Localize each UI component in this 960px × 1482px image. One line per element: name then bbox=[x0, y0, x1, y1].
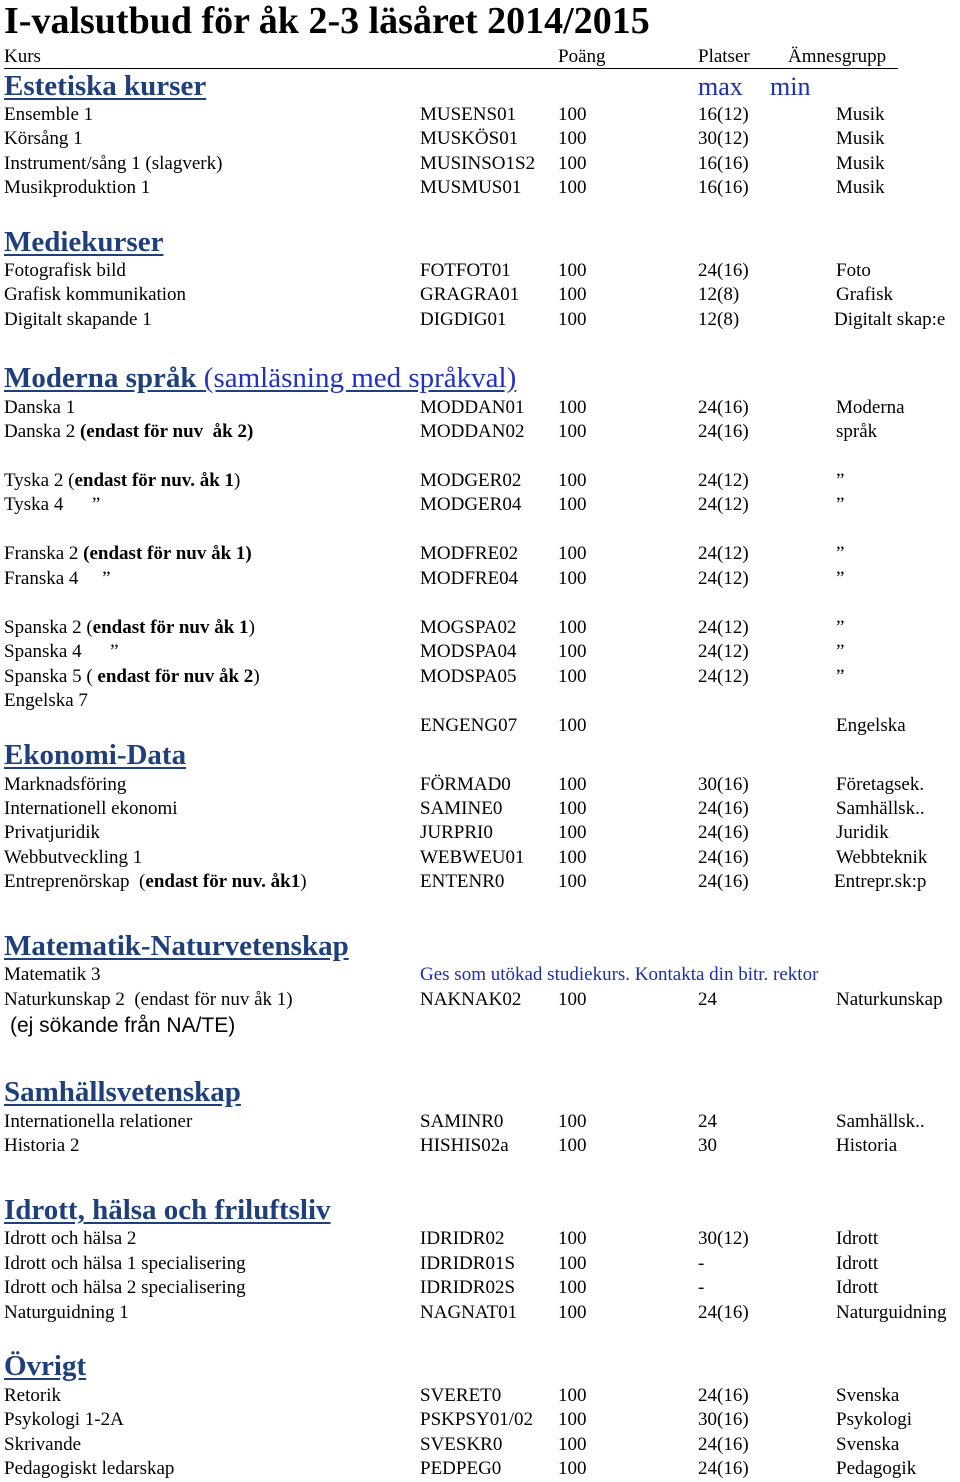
course-group: Musik bbox=[836, 128, 885, 149]
course-row bbox=[0, 309, 960, 333]
course-group: Företagsek. bbox=[836, 774, 925, 795]
course-code: MOGSPA02 bbox=[420, 617, 517, 638]
section-heading-samhalle: Samhällsvetenskap bbox=[4, 1076, 241, 1108]
section-heading-moderna-main: Moderna språk bbox=[4, 362, 197, 394]
course-code: SVESKR0 bbox=[420, 1434, 503, 1455]
course-name: Psykologi 1-2A bbox=[4, 1409, 124, 1430]
course-places: 30(12) bbox=[698, 128, 749, 149]
course-points: 100 bbox=[558, 494, 587, 515]
section-heading-ovrigt: Övrigt bbox=[4, 1350, 87, 1382]
course-row bbox=[0, 104, 960, 128]
course-places: 24(16) bbox=[698, 1302, 749, 1323]
course-places: 30(16) bbox=[698, 774, 749, 795]
course-points: 100 bbox=[558, 1135, 587, 1156]
course-group: Entrepr.sk:p bbox=[834, 871, 927, 892]
section-heading-moderna-extra: (samläsning med språkval) bbox=[203, 362, 517, 394]
course-name: Idrott och hälsa 1 specialisering bbox=[4, 1253, 246, 1274]
course-group: Juridik bbox=[836, 822, 889, 843]
course-code: SAMINE0 bbox=[420, 798, 503, 819]
course-places: 24(12) bbox=[698, 666, 749, 687]
course-name: Engelska 7 bbox=[4, 690, 88, 711]
course-points: 100 bbox=[558, 1434, 587, 1455]
course-code: NAGNAT01 bbox=[420, 1302, 518, 1323]
course-places: - bbox=[698, 1253, 705, 1274]
course-code: MUSENS01 bbox=[420, 104, 517, 125]
course-row bbox=[0, 1228, 960, 1252]
course-group: Musik bbox=[836, 177, 885, 198]
course-group: ” bbox=[836, 641, 845, 662]
course-name: Digitalt skapande 1 bbox=[4, 309, 152, 330]
course-row bbox=[0, 1277, 960, 1301]
course-places: 24(12) bbox=[698, 617, 749, 638]
course-name-tail: ) bbox=[300, 871, 307, 892]
course-points: 100 bbox=[558, 260, 587, 281]
course-row bbox=[0, 989, 960, 1013]
course-group: Idrott bbox=[836, 1253, 879, 1274]
course-points: 100 bbox=[558, 309, 587, 330]
course-name-text: Entreprenörskap ( bbox=[4, 871, 146, 892]
course-group: ” bbox=[836, 666, 845, 687]
course-places: 24(16) bbox=[698, 1458, 749, 1479]
course-group: Idrott bbox=[836, 1228, 879, 1249]
course-code: SAMINR0 bbox=[420, 1111, 504, 1132]
header-amnesgrupp: Ämnesgrupp bbox=[788, 46, 887, 67]
course-name: Ensemble 1 bbox=[4, 104, 94, 125]
course-group: ” bbox=[836, 494, 845, 515]
course-code: NAKNAK02 bbox=[420, 989, 522, 1010]
course-points: 100 bbox=[558, 1253, 587, 1274]
course-name-restriction: endast för nuv åk 1 bbox=[92, 617, 249, 638]
course-code: IDRIDR01S bbox=[420, 1253, 516, 1274]
course-row bbox=[0, 260, 960, 284]
course-name-restriction: (endast för nuv åk 1) bbox=[83, 543, 252, 564]
header-platser: Platser bbox=[698, 46, 750, 67]
course-group: ” bbox=[836, 568, 845, 589]
course-name: Instrument/sång 1 (slagverk) bbox=[4, 153, 223, 174]
course-points: 100 bbox=[558, 798, 587, 819]
course-places: 24 bbox=[698, 989, 717, 1010]
course-code: JURPRI0 bbox=[420, 822, 493, 843]
course-points: 100 bbox=[558, 397, 587, 418]
course-group: ” bbox=[836, 470, 845, 491]
course-places: 24(16) bbox=[698, 822, 749, 843]
course-name: Internationella relationer bbox=[4, 1111, 193, 1132]
course-code: MODFRE04 bbox=[420, 568, 519, 589]
course-places: 24(12) bbox=[698, 494, 749, 515]
course-row bbox=[0, 543, 960, 567]
course-places: 16(16) bbox=[698, 153, 749, 174]
course-points: 100 bbox=[558, 1302, 587, 1323]
course-code: MODSPA05 bbox=[420, 666, 517, 687]
course-code: MODSPA04 bbox=[420, 641, 517, 662]
course-name-text: Danska 2 bbox=[4, 421, 80, 442]
course-points: 100 bbox=[558, 177, 587, 198]
course-places: 24 bbox=[698, 1111, 717, 1132]
course-name: Marknadsföring bbox=[4, 774, 127, 795]
course-name bbox=[4, 617, 255, 639]
course-code: PEDPEG0 bbox=[420, 1458, 502, 1479]
course-code: MODFRE02 bbox=[420, 543, 519, 564]
course-points: 100 bbox=[558, 104, 587, 125]
course-code: ENGENG07 bbox=[420, 715, 518, 736]
course-group: Engelska bbox=[836, 715, 906, 736]
course-code: IDRIDR02 bbox=[420, 1228, 505, 1249]
course-points: 100 bbox=[558, 1111, 587, 1132]
course-group: Samhällsk.. bbox=[836, 798, 925, 819]
course-code: HISHIS02a bbox=[420, 1135, 509, 1156]
course-name: Skrivande bbox=[4, 1434, 82, 1455]
course-name bbox=[4, 421, 253, 443]
column-header bbox=[4, 46, 898, 69]
course-points: 100 bbox=[558, 822, 587, 843]
course-name bbox=[4, 397, 75, 419]
course-places: 30 bbox=[698, 1135, 717, 1156]
course-places: 24(16) bbox=[698, 397, 749, 418]
course-name-text: Franska 2 bbox=[4, 543, 84, 564]
course-code: SVERET0 bbox=[420, 1385, 502, 1406]
course-group: Naturguidning bbox=[836, 1302, 947, 1323]
course-name: Matematik 3 bbox=[4, 964, 101, 985]
course-code: ENTENR0 bbox=[420, 871, 505, 892]
course-code: MODGER04 bbox=[420, 494, 522, 515]
course-row bbox=[0, 470, 960, 494]
course-group: Moderna bbox=[836, 397, 905, 418]
course-places: - bbox=[698, 1277, 705, 1298]
course-name: Internationell ekonomi bbox=[4, 798, 178, 819]
course-code: DIGDIG01 bbox=[420, 309, 507, 330]
course-name bbox=[4, 871, 307, 893]
course-row bbox=[0, 177, 960, 201]
course-places: 24(16) bbox=[698, 1434, 749, 1455]
course-row bbox=[0, 1111, 960, 1135]
course-code: MUSKÖS01 bbox=[420, 128, 519, 149]
course-row bbox=[0, 641, 960, 665]
course-points: 100 bbox=[558, 568, 587, 589]
course-name: Körsång 1 bbox=[4, 128, 83, 149]
course-name: Idrott och hälsa 2 bbox=[4, 1228, 137, 1249]
course-group: Pedagogik bbox=[836, 1458, 917, 1479]
course-points: 100 bbox=[558, 641, 587, 662]
course-group: Naturkunskap bbox=[836, 989, 943, 1010]
course-name-tail: ) bbox=[248, 617, 255, 638]
course-name: Historia 2 bbox=[4, 1135, 80, 1156]
section-heading-estetiska: Estetiska kurser bbox=[4, 70, 207, 102]
course-row bbox=[0, 1385, 960, 1409]
course-places: 30(16) bbox=[698, 1409, 749, 1430]
course-places: 12(8) bbox=[698, 284, 740, 305]
course-group: Svenska bbox=[836, 1434, 900, 1455]
course-name bbox=[4, 470, 240, 492]
course-row bbox=[0, 1458, 960, 1482]
course-name: Naturguidning 1 bbox=[4, 1302, 129, 1323]
course-places: 24(16) bbox=[698, 421, 749, 442]
course-row bbox=[0, 153, 960, 177]
course-points: 100 bbox=[558, 617, 587, 638]
course-row bbox=[0, 774, 960, 798]
page-title: I-valsutbud för åk 2-3 läsåret 2014/2015 bbox=[4, 0, 650, 42]
course-places: 24(12) bbox=[698, 641, 749, 662]
course-code: MODGER02 bbox=[420, 470, 522, 491]
course-name: Grafisk kommunikation bbox=[4, 284, 187, 305]
course-row bbox=[0, 798, 960, 822]
section-heading-matnat: Matematik-Naturvetenskap bbox=[4, 930, 349, 962]
course-row bbox=[0, 1253, 960, 1277]
course-name: Pedagogiskt ledarskap bbox=[4, 1458, 175, 1479]
course-points: 100 bbox=[558, 715, 587, 736]
course-name-tail: ) bbox=[234, 470, 241, 491]
course-name-text: Spanska 2 ( bbox=[4, 617, 93, 638]
course-places: 24(16) bbox=[698, 798, 749, 819]
course-places: 24(16) bbox=[698, 260, 749, 281]
course-row bbox=[0, 568, 960, 592]
course-group: Digitalt skap:e bbox=[834, 309, 946, 330]
course-name: Tyska 4 ” bbox=[4, 494, 101, 515]
course-places: 24(16) bbox=[698, 871, 749, 892]
course-row bbox=[0, 421, 960, 445]
course-name: Fotografisk bild bbox=[4, 260, 126, 281]
course-points: 100 bbox=[558, 128, 587, 149]
course-row bbox=[0, 666, 960, 690]
course-name-tail: ) bbox=[253, 666, 260, 687]
course-points: 100 bbox=[558, 470, 587, 491]
course-row bbox=[0, 1409, 960, 1433]
course-points: 100 bbox=[558, 284, 587, 305]
course-group: Grafisk bbox=[836, 284, 893, 305]
course-group: Historia bbox=[836, 1135, 898, 1156]
course-code: PSKPSY01/02 bbox=[420, 1409, 533, 1430]
course-points: 100 bbox=[558, 1385, 587, 1406]
course-points: 100 bbox=[558, 1228, 587, 1249]
course-points: 100 bbox=[558, 153, 587, 174]
course-group: Musik bbox=[836, 153, 885, 174]
course-row bbox=[0, 617, 960, 641]
course-group: språk bbox=[836, 421, 878, 442]
min-label: min bbox=[770, 72, 811, 101]
course-name: Webbutveckling 1 bbox=[4, 847, 143, 868]
course-code: GRAGRA01 bbox=[420, 284, 520, 305]
course-code: IDRIDR02S bbox=[420, 1277, 516, 1298]
course-row bbox=[0, 1434, 960, 1458]
course-row bbox=[0, 1135, 960, 1159]
course-code: MODDAN01 bbox=[420, 397, 525, 418]
course-name-text: Danska 1 bbox=[4, 397, 76, 418]
course-points: 100 bbox=[558, 1458, 587, 1479]
course-points: 100 bbox=[558, 989, 587, 1010]
header-poang: Poäng bbox=[558, 46, 606, 67]
course-row bbox=[0, 964, 960, 988]
course-note: Ges som utökad studiekurs. Kontakta din bitr. rektor bbox=[420, 964, 819, 985]
section-heading-moderna bbox=[4, 362, 516, 395]
course-name: Spanska 4 ” bbox=[4, 641, 119, 662]
course-code: FÖRMAD0 bbox=[420, 774, 511, 795]
section-heading-media: Mediekurser bbox=[4, 226, 164, 258]
course-row bbox=[0, 1302, 960, 1326]
course-row bbox=[0, 715, 960, 739]
course-row bbox=[0, 690, 960, 714]
course-places: 24(12) bbox=[698, 568, 749, 589]
course-points: 100 bbox=[558, 666, 587, 687]
course-places: 24(16) bbox=[698, 1385, 749, 1406]
course-name-restriction: endast för nuv. åk 1 bbox=[74, 470, 235, 491]
course-places: 24(16) bbox=[698, 847, 749, 868]
max-label: max bbox=[698, 72, 743, 101]
course-code: FOTFOT01 bbox=[420, 260, 511, 281]
course-name bbox=[4, 543, 252, 565]
course-name-text: Tyska 2 ( bbox=[4, 470, 75, 491]
course-points: 100 bbox=[558, 543, 587, 564]
course-row bbox=[0, 822, 960, 846]
course-points: 100 bbox=[558, 1277, 587, 1298]
course-group: Webbteknik bbox=[836, 847, 928, 868]
course-places: 24(12) bbox=[698, 470, 749, 491]
header-kurs: Kurs bbox=[4, 46, 41, 67]
course-group: Psykologi bbox=[836, 1409, 913, 1430]
course-group: ” bbox=[836, 543, 845, 564]
course-extra-note: (ej sökande från NA/TE) bbox=[10, 1014, 236, 1037]
course-name: Retorik bbox=[4, 1385, 61, 1406]
course-name: Musikproduktion 1 bbox=[4, 177, 151, 198]
course-group: ” bbox=[836, 617, 845, 638]
course-points: 100 bbox=[558, 1409, 587, 1430]
course-name bbox=[4, 666, 260, 688]
course-points: 100 bbox=[558, 871, 587, 892]
course-group: Svenska bbox=[836, 1385, 900, 1406]
course-code: WEBWEU01 bbox=[420, 847, 525, 868]
course-points: 100 bbox=[558, 421, 587, 442]
course-places: 12(8) bbox=[698, 309, 740, 330]
course-code: MODDAN02 bbox=[420, 421, 525, 442]
course-row bbox=[0, 871, 960, 895]
course-row bbox=[0, 128, 960, 152]
course-group: Foto bbox=[836, 260, 871, 281]
course-places: 16(16) bbox=[698, 177, 749, 198]
course-points: 100 bbox=[558, 774, 587, 795]
course-places: 30(12) bbox=[698, 1228, 749, 1249]
course-code: MUSMUS01 bbox=[420, 177, 522, 198]
course-points: 100 bbox=[558, 847, 587, 868]
course-row bbox=[0, 397, 960, 421]
course-name: Naturkunskap 2 (endast för nuv åk 1) bbox=[4, 989, 293, 1010]
course-group: Idrott bbox=[836, 1277, 879, 1298]
course-row bbox=[0, 284, 960, 308]
course-name-restriction: endast för nuv. åk1 bbox=[145, 871, 301, 892]
course-name: Franska 4 ” bbox=[4, 568, 111, 589]
course-group: Musik bbox=[836, 104, 885, 125]
course-name-text: Spanska 5 ( bbox=[4, 666, 98, 687]
course-group: Samhällsk.. bbox=[836, 1111, 925, 1132]
course-name: Privatjuridik bbox=[4, 822, 101, 843]
course-name-restriction: (endast för nuv åk 2) bbox=[79, 421, 254, 442]
course-name-restriction: endast för nuv åk 2 bbox=[97, 666, 254, 687]
course-row bbox=[0, 847, 960, 871]
course-places: 16(12) bbox=[698, 104, 749, 125]
course-places: 24(12) bbox=[698, 543, 749, 564]
course-code: MUSINSO1S2 bbox=[420, 153, 536, 174]
section-heading-idrott: Idrott, hälsa och friluftsliv bbox=[4, 1194, 331, 1226]
course-row bbox=[0, 494, 960, 518]
section-heading-ekonomi: Ekonomi-Data bbox=[4, 739, 187, 771]
course-name: Idrott och hälsa 2 specialisering bbox=[4, 1277, 246, 1298]
